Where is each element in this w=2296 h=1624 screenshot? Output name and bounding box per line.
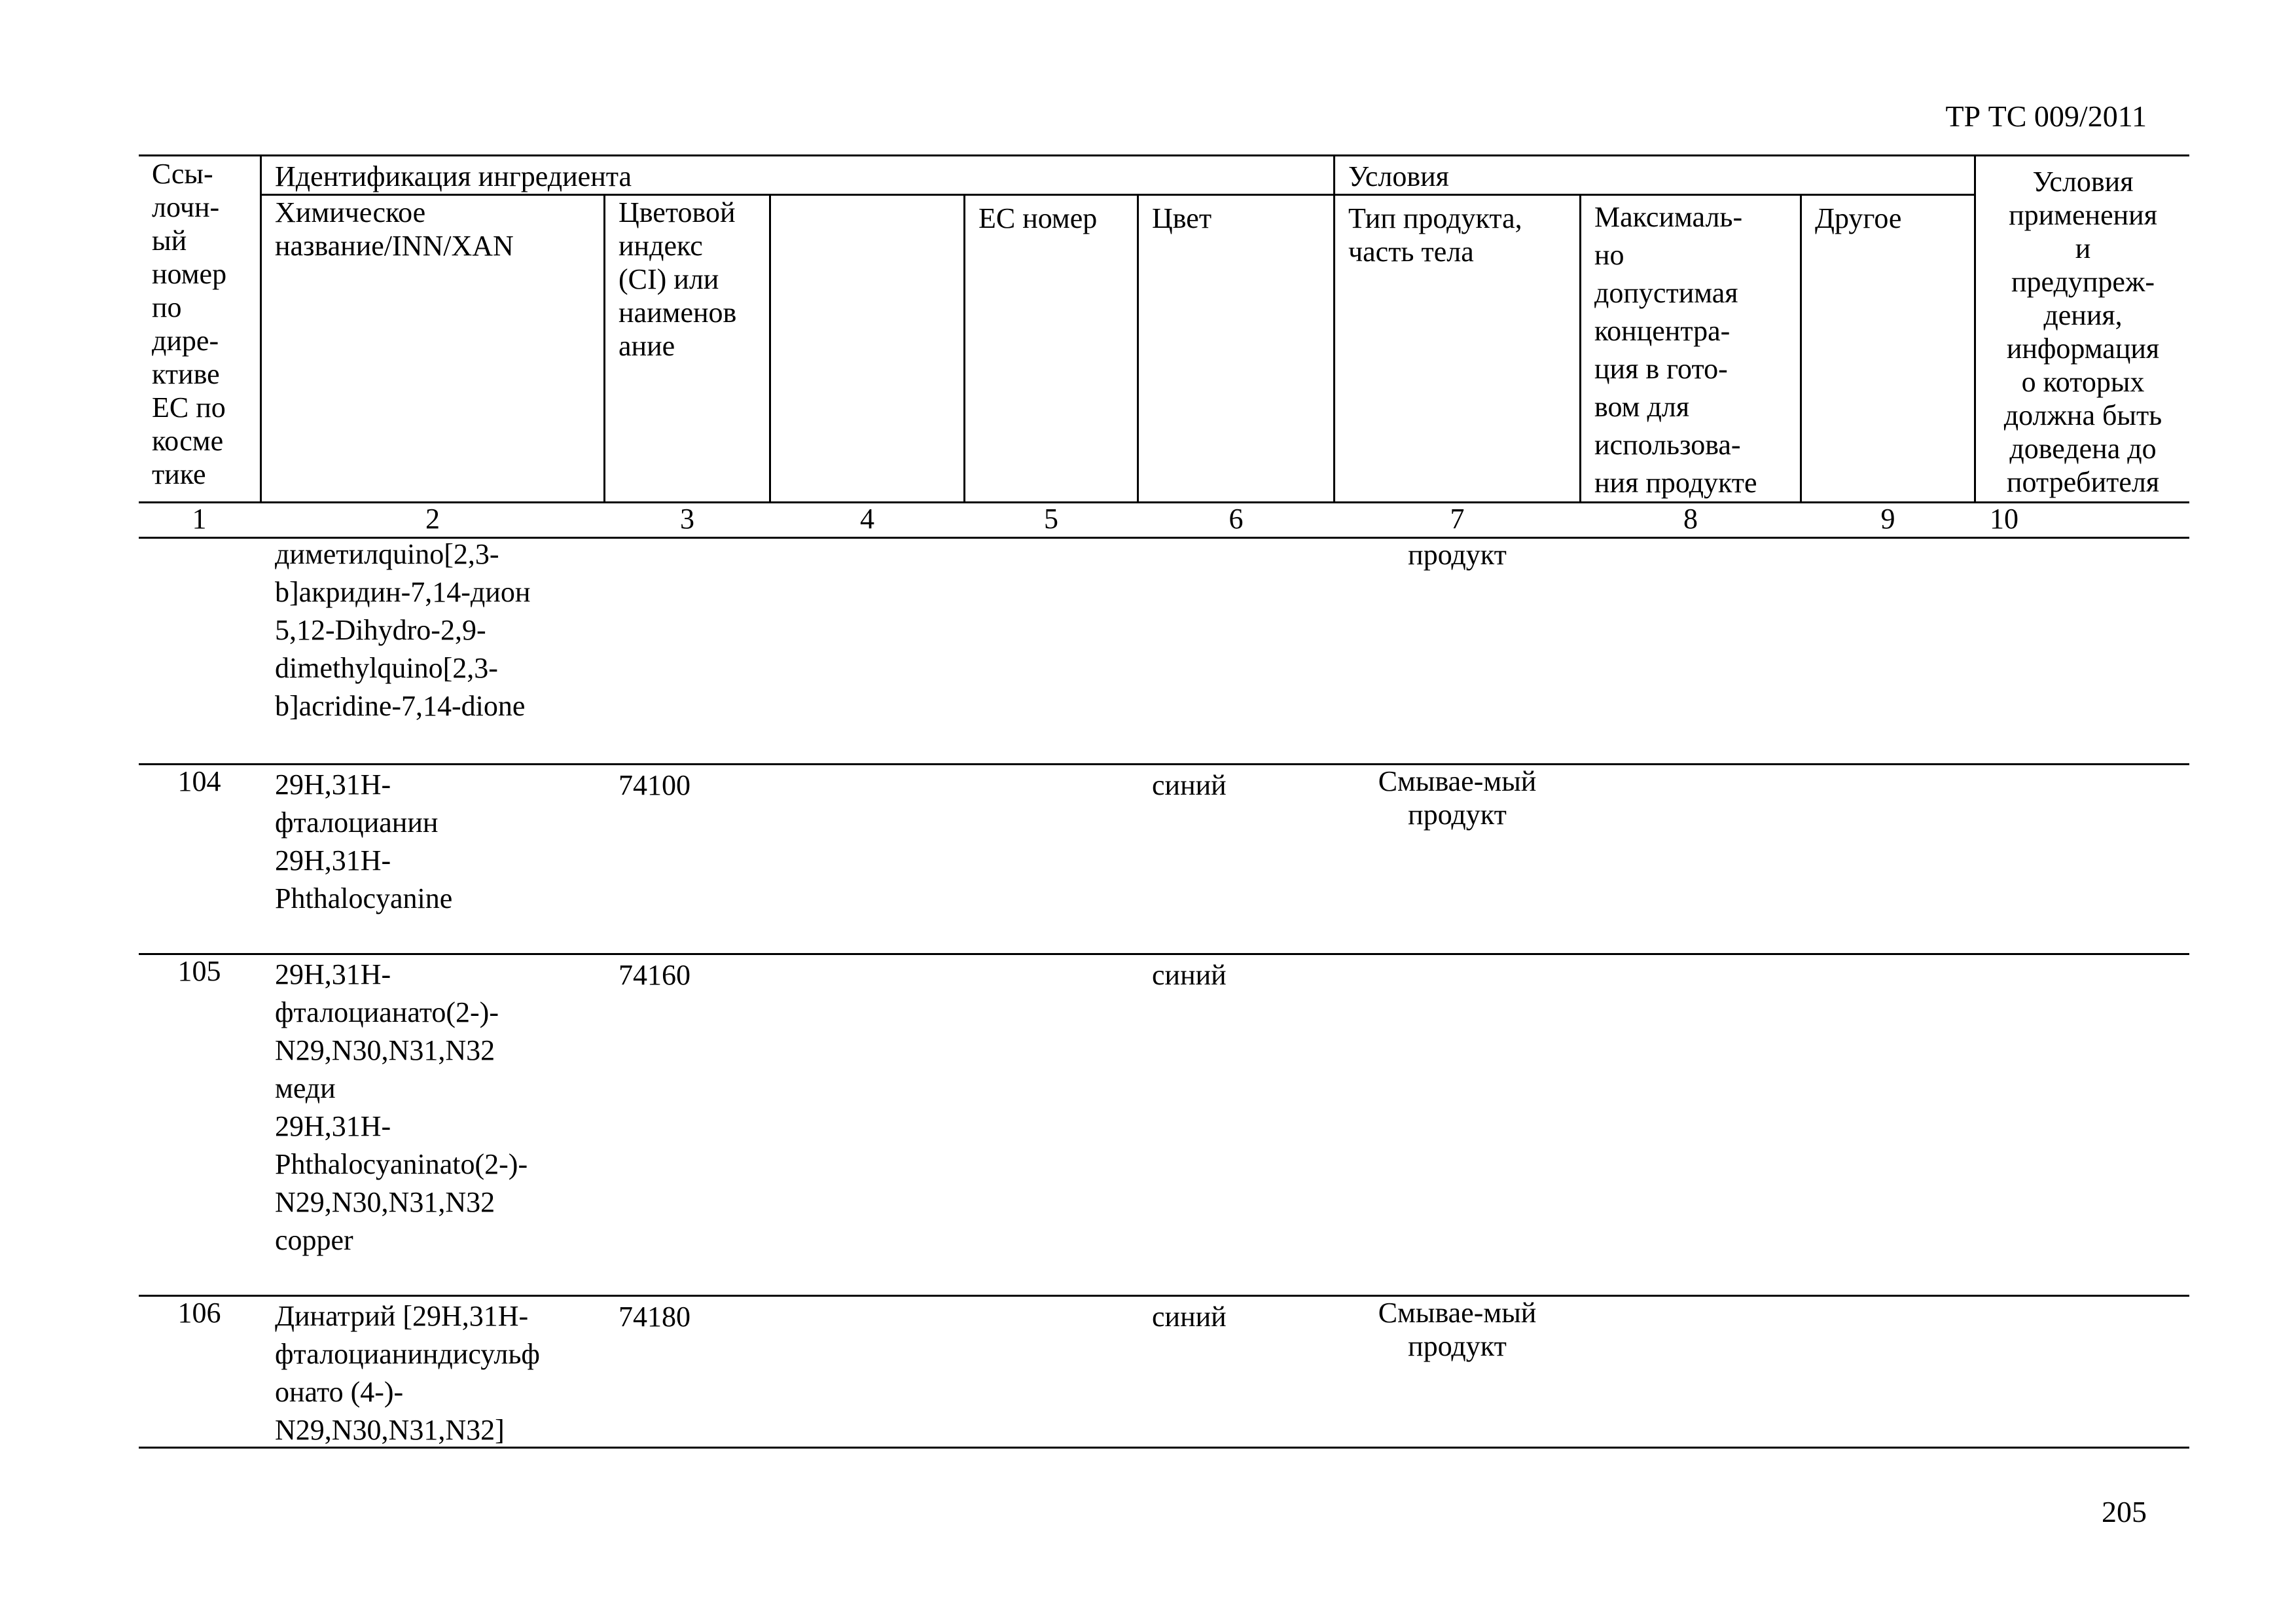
column-number: 4: [860, 503, 874, 535]
row-divider: [139, 953, 2189, 955]
column-divider: [963, 194, 965, 503]
row-color-index: 74160: [619, 959, 691, 991]
column-divider: [769, 194, 771, 503]
header-max-concentration: Максималь- но допустимая концентра- ция в гото- вом для использова- ния продукте: [1594, 201, 1757, 499]
row-chemical-name: 29H,31H- фталоцианин 29H,31H- Phthalocyanine: [275, 768, 453, 914]
column-divider: [1974, 154, 1976, 503]
row-color-index: 74180: [619, 1301, 691, 1333]
column-number: 1: [192, 503, 207, 535]
column-divider: [260, 154, 262, 503]
row-color: синий: [1152, 959, 1227, 991]
header-color: Цвет: [1152, 202, 1212, 234]
row-ref-number: 106: [177, 1297, 221, 1329]
document-code: ТР ТС 009/2011: [1945, 99, 2147, 133]
header-conditions-group: Условия: [1348, 160, 1449, 192]
column-number: 7: [1450, 503, 1465, 535]
row-color: синий: [1152, 1301, 1227, 1333]
column-divider: [1579, 194, 1581, 503]
column-number: 10: [1990, 503, 2018, 535]
row-color-index: 74100: [619, 769, 691, 801]
header-ec-number: ЕС номер: [978, 202, 1098, 234]
column-number: 8: [1683, 503, 1698, 535]
page-number: 205: [2102, 1495, 2147, 1528]
header-other: Другое: [1815, 202, 1902, 234]
column-divider: [603, 194, 605, 503]
header-identification-group: Идентификация ингредиента: [275, 160, 632, 192]
row-product-type: Смывае-мый продукт: [1378, 765, 1537, 831]
column-number: 2: [425, 503, 440, 535]
row-chemical-name: диметилquino[2,3- b]акридин-7,14-дион 5,12-Dihydro-2,9- dimethylquino[2,3- b]acridine-7,14-dione: [275, 538, 531, 722]
header-color-index: Цветовой индекс (CI) или наименов ание: [619, 196, 737, 362]
column-number: 9: [1880, 503, 1895, 535]
row-divider: [139, 1295, 2189, 1297]
row-chemical-name: Динатрий [29H,31H- фталоцианиндисульф онато (4-)- N29,N30,N31,N32]: [275, 1300, 540, 1446]
header-chemical-name: Химическое название/INN/XAN: [275, 196, 514, 262]
column-divider: [1137, 194, 1139, 503]
row-ref-number: 104: [177, 765, 221, 797]
header-product-type: Тип продукта, часть тела: [1348, 202, 1522, 268]
row-product-type: продукт: [1408, 539, 1507, 571]
column-number: 5: [1044, 503, 1058, 535]
header-ref-number: Ссы- лочн- ый номер по дире- ктиве ЕС по косме тике: [152, 158, 227, 490]
column-divider: [1800, 194, 1802, 503]
row-product-type: Смывае-мый продукт: [1378, 1297, 1537, 1362]
column-divider: [1333, 154, 1335, 503]
row-divider: [139, 763, 2189, 765]
header-conditions-of-use: Условия применения и предупреж- дения, информация о которых должна быть доведена до потребителя: [2003, 166, 2162, 498]
column-number: 6: [1229, 503, 1244, 535]
row-ref-number: 105: [177, 955, 221, 987]
column-number: 3: [680, 503, 694, 535]
table-top-border: [139, 154, 2189, 156]
row-color: синий: [1152, 769, 1227, 801]
row-chemical-name: 29H,31H- фталоцианато(2-)- N29,N30,N31,N32 меди 29H,31H- Phthalocyaninato(2-)- N29,N30,N31,N32 copper: [275, 958, 528, 1256]
